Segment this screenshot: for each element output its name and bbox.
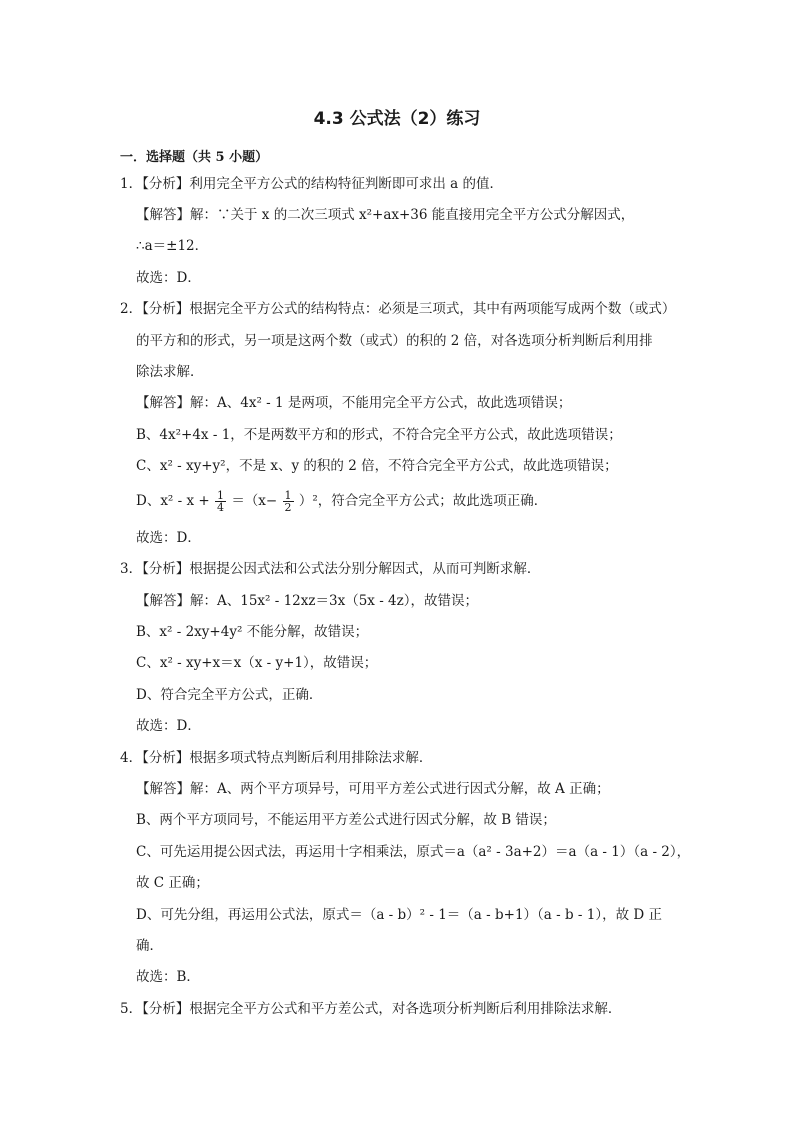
q5-analysis: 5．【分析】根据完全平方公式和平方差公式，对各选项分析判断后利用排除法求解． [120,1001,622,1017]
q4-choice: 故选：B． [136,969,200,985]
q2-analysis-line3: 除法求解． [136,364,204,380]
q2-option-c: C、x² - xy+y²，不是 x、y 的积的 2 倍，不符合完全平方公式，故此选项错误； [136,458,618,474]
q2-choice: 故选：D． [136,530,201,546]
q3-option-b: B、x² - 2xy+4y² 不能分解，故错误； [136,624,369,640]
q4-analysis: 4．【分析】根据多项式特点判断后利用排除法求解． [120,750,433,766]
fraction-numerator: 1 [284,489,292,502]
q2-option-d-prefix: D、x² - x + [136,493,210,509]
q4-option-a: 【解答】解：A、两个平方项异号，可用平方差公式进行因式分解，故 A 正确； [136,781,610,797]
q2-option-d [136,490,547,513]
q3-option-d: D、符合完全平方公式，正确． [136,687,323,703]
page-title: 4.3 公式法（2）练习 [313,109,481,129]
q3-option-a: 【解答】解：A、15x² - 12xz＝3x（5x - 4z），故错误； [136,593,479,609]
q2-option-d-mid: ＝（x− [231,493,278,509]
q3-option-c: C、x² - xy+x＝x（x - y+1），故错误； [136,655,378,671]
q4-option-c-line1: C、可先运用提公因式法，再运用十字相乘法，原式＝a（a² - 3a+2）＝a（a - 1）（a - 2）， [136,844,691,860]
fraction-numerator: 1 [217,489,225,502]
section-heading: 一．选择题（共 5 小题） [120,150,269,165]
q4-option-b: B、两个平方项同号，不能运用平方差公式进行因式分解，故 B 错误； [136,812,556,828]
q4-option-d-line1: D、可先分组，再运用公式法，原式＝（a - b）² - 1＝（a - b+1）（a - b - 1），故 D 正 [136,907,663,923]
q4-option-d-line2: 确． [136,938,163,954]
q4-option-c-line2: 故 C 正确； [136,875,209,891]
fraction-denominator: 4 [217,501,225,514]
fraction-one-half [283,490,294,513]
q1-result: ∴a＝±12． [136,238,209,254]
q2-option-a: 【解答】解：A、4x² - 1 是两项，不能用完全平方公式，故此选项错误； [136,395,572,411]
q1-analysis: 1．【分析】利用完全平方公式的结构特征判断即可求出 a 的值． [120,176,503,192]
q2-option-b: B、4x²+4x - 1，不是两数平方和的形式，不符合完全平方公式，故此选项错误； [136,427,622,443]
q2-analysis-line2: 的平方和的形式，另一项是这两个数（或式）的积的 2 倍，对各选项分析判断后利用排 [136,333,653,349]
fraction-denominator: 2 [284,501,292,514]
q1-choice: 故选：D． [136,270,201,286]
q2-analysis-line1: 2．【分析】根据完全平方公式的结构特点：必须是三项式，其中有两项能写成两个数（或式） [120,301,676,317]
q1-answer: 【解答】解：∵关于 x 的二次三项式 x²+ax+36 能直接用完全平方公式分解因式， [136,207,635,223]
q3-choice: 故选：D． [136,718,201,734]
fraction-one-quarter [215,490,226,513]
q3-analysis: 3．【分析】根据提公因式法和公式法分别分解因式，从而可判断求解． [120,561,541,577]
q2-option-d-suffix: ）²，符合完全平方公式；故此选项正确． [298,493,548,509]
